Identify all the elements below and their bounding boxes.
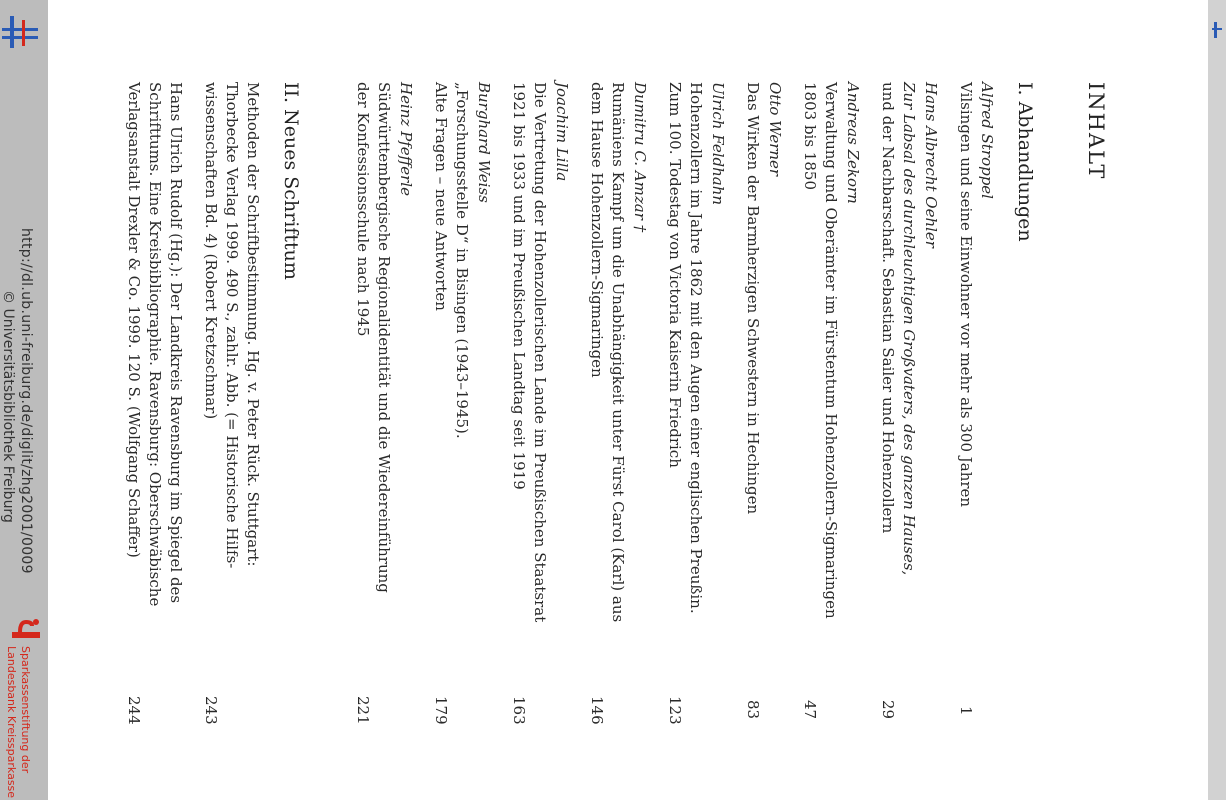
toc-title-line: der Konfessionsschule nach 1945 bbox=[354, 82, 372, 337]
library-logo-icon-small bbox=[1212, 22, 1222, 38]
toc-title-line: Methoden der Schriftbestimmung. Hg. v. Peter Rück. Stuttgart: bbox=[244, 82, 262, 567]
toc-title-line: Thorbecke Verlag 1999. 490 S., zahlr. Abb. (= Historische Hilfs- bbox=[223, 82, 241, 569]
toc-page-number: 123 bbox=[666, 696, 684, 725]
section-heading-neues-schrifttum: II. Neues Schrifttum bbox=[280, 82, 302, 280]
toc-title-line: Südwürttembergische Regionalidentität und die Wiedereinführung bbox=[375, 82, 393, 593]
toc-title-line: Zur Labsal des durchleuchtigen Großvaters, des ganzen Hauses, bbox=[900, 82, 918, 576]
viewer-right-margin bbox=[1208, 0, 1226, 800]
toc-title-line: Zum 100. Todestag von Victoria Kaiserin Friedrich bbox=[666, 82, 684, 468]
toc-page-number: 47 bbox=[801, 700, 819, 720]
toc-title-line: Das Wirken der Barmherzigen Schwestern in Hechingen bbox=[744, 82, 762, 515]
toc-author: Otto Werner bbox=[766, 82, 784, 177]
toc-title-line: dem Hause Hohenzollern-Sigmaringen bbox=[588, 82, 606, 378]
toc-title-line: Die Vertretung der Hohenzollerischen Lande im Preußischen Staatsrat bbox=[531, 82, 549, 623]
toc-author: Heinz Pfefferle bbox=[397, 82, 415, 196]
toc-title-line: 1803 bis 1850 bbox=[801, 82, 819, 190]
toc-page-number: 163 bbox=[510, 696, 528, 725]
toc-title-line: Vilsingen und seine Einwohner vor mehr als 300 Jahren bbox=[957, 82, 975, 508]
toc-page-number: 1 bbox=[957, 706, 975, 716]
toc-page-number: 146 bbox=[588, 696, 606, 725]
section-heading-abhandlungen: I. Abhandlungen bbox=[1014, 82, 1036, 242]
toc-title-line: und der Nachbarschaft. Sebastian Sailer und Hohenzollern bbox=[879, 82, 897, 534]
page-title: INHALT bbox=[1084, 82, 1108, 181]
toc-title-line: Schrifttums. Eine Kreisbibliographie. Ravensburg: Oberschwäbische bbox=[146, 82, 164, 607]
toc-title-line: Hohenzollern im Jahre 1862 mit den Augen einer englischen Preußin. bbox=[687, 82, 705, 614]
toc-title-line: „Forschungsstelle D“ in Bisingen (1943–1945). bbox=[453, 82, 471, 439]
library-logo-icon bbox=[2, 14, 38, 50]
toc-author: Burghard Weiss bbox=[475, 82, 493, 203]
toc-page-number: 243 bbox=[202, 696, 220, 725]
toc-author: Dumitru C. Amzar † bbox=[631, 82, 649, 233]
toc-page-number: 29 bbox=[879, 700, 897, 720]
toc-title-line: Hans Ulrich Rudolf (Hg.): Der Landkreis Ravensburg im Spiegel des bbox=[167, 82, 185, 604]
toc-title-line: 1921 bis 1933 und im Preußischen Landtag seit 1919 bbox=[510, 82, 528, 490]
sponsor-text-line2: Landesbank Kreissparkasse bbox=[5, 646, 18, 799]
toc-title-line: Verwaltung und Oberämter im Fürstentum Hohenzollern-Sigmaringen bbox=[822, 82, 840, 619]
toc-page-number: 83 bbox=[744, 700, 762, 720]
toc-author: Joachim Lilla bbox=[553, 82, 571, 182]
toc-author: Ulrich Feldhahn bbox=[709, 82, 727, 206]
toc-page-number: 221 bbox=[354, 696, 372, 725]
toc-author: Andreas Zekorn bbox=[844, 82, 862, 204]
toc-page-number: 179 bbox=[432, 696, 450, 725]
source-url[interactable]: http://dl.ub.uni-freiburg.de/diglit/zhg2001/0009 bbox=[18, 228, 34, 574]
toc-author: Alfred Stroppel bbox=[978, 82, 996, 199]
toc-page-number: 244 bbox=[125, 696, 143, 725]
toc-title-line: Alte Fragen – neue Antworten bbox=[432, 82, 450, 311]
sponsor-text-line1: Sparkassenstiftung der bbox=[19, 646, 32, 774]
toc-title-line: Verlagsanstalt Drexler & Co. 1999. 120 S. (Wolfgang Schaffer) bbox=[125, 82, 143, 558]
sparkasse-logo-icon bbox=[10, 616, 42, 644]
toc-title-line: wissenschaften Bd. 4) (Robert Kretzschmar) bbox=[202, 82, 220, 420]
toc-title-line: Rumäniens Kampf um die Unabhängigkeit unter Fürst Carol (Karl) aus bbox=[609, 82, 627, 623]
toc-author: Hans Albrecht Oehler bbox=[922, 82, 940, 248]
copyright-notice: © Universitätsbibliothek Freiburg bbox=[0, 290, 16, 523]
